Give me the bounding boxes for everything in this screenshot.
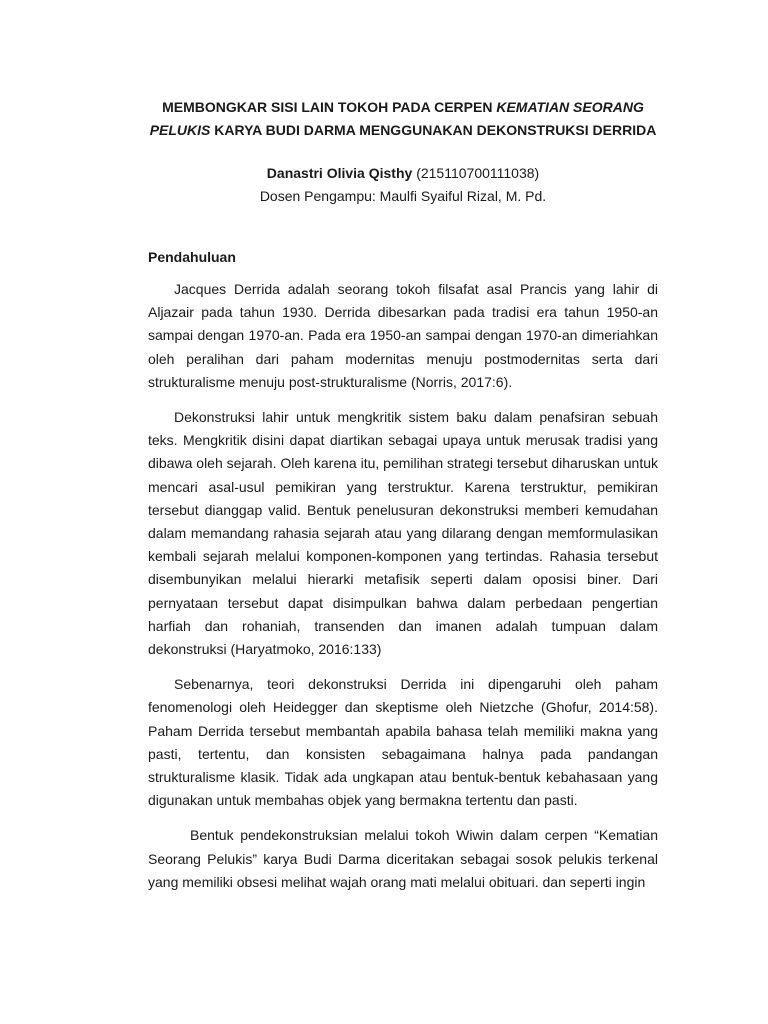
paragraph-3: Sebenarnya, teori dekonstruksi Derrida ini dipengaruhi oleh paham fenomenologi oleh Heidegger dan skeptisme oleh Nietzche (Ghofur, 2014:58). Paham Derrida tersebut membantah apabila bahasa telah memiliki makna yang pasti, tertentu, dan konsisten sebagaimana halnya pada pandangan strukturalisme klasik. Tidak ada ungkapan atau bentuk-bentuk kebahasaan yang digunakan untuk membahas objek yang bermakna tertentu dan pasti. [148, 676, 658, 809]
title-part-2: KARYA BUDI DARMA MENGGUNAKAN DEKONSTRUKSI DERRIDA [210, 122, 657, 138]
paragraph-1: Jacques Derrida adalah seorang tokoh filsafat asal Prancis yang lahir di Aljazair pada tahun 1930. Derrida dibesarkan pada tradisi era tahun 1950-an sampai dengan 1970-an. Pada era 1950-an sampai dengan 1970-an dimeriahkan oleh peralihan dari paham modernitas menuju postmodernitas serta dari strukturalisme menuju post-strukturalisme (Norris, 2017:6). [148, 281, 658, 390]
author-line [148, 162, 658, 185]
author-name: Danastri Olivia Qisthy [266, 165, 413, 181]
paragraph-2: Dekonstruksi lahir untuk mengkritik sistem baku dalam penafsiran sebuah teks. Mengkritik disini dapat diartikan sebagai upaya untuk merusak tradisi yang dibawa oleh sejarah. Oleh karena itu, pemilihan strategi tersebut diharuskan untuk mencari asal-usul pemikiran yang terstruktur. Karena terstruktur, pemikiran tersebut dianggap valid. Bentuk penelusuran dekonstruksi memberi kemudahan dalam memandang rahasia sejarah atau yang dilarang dengan memformulasikan kembali sejarah melalui komponen-komponen yang tertindas. Rahasia tersebut disembunyikan melalui hierarki metafisik seperti dalam oposisi biner. Dari pernyataan tersebut dapat disimpulkan bahwa dalam perbedaan pengertian harfiah dan rohaniah, transenden dan imanen adalah tumpuan dalam dekonstruksi (Haryatmoko, 2016:133) [148, 409, 658, 658]
document-page [148, 96, 658, 894]
title-italic-story-name: KEMATIAN SEORANG PELUKIS [149, 99, 644, 138]
title-part-1: MEMBONGKAR SISI LAIN TOKOH PADA CERPEN [162, 99, 497, 115]
paragraph-4: Bentuk pendekonstruksian melalui tokoh Wiwin dalam cerpen “Kematian Seorang Pelukis” karya Budi Darma diceritakan sebagai sosok pelukis terkenal yang memiliki obsesi melihat wajah orang mati melalui obituari. dan seperti ingin [148, 827, 658, 890]
author-id: (215110700111038) [416, 165, 540, 181]
lecturer-line: Dosen Pengampu: Maulfi Syaiful Rizal, M. Pd. [259, 188, 547, 204]
document-title [148, 96, 658, 142]
author-block [148, 162, 658, 208]
section-heading: Pendahuluan [148, 249, 236, 265]
